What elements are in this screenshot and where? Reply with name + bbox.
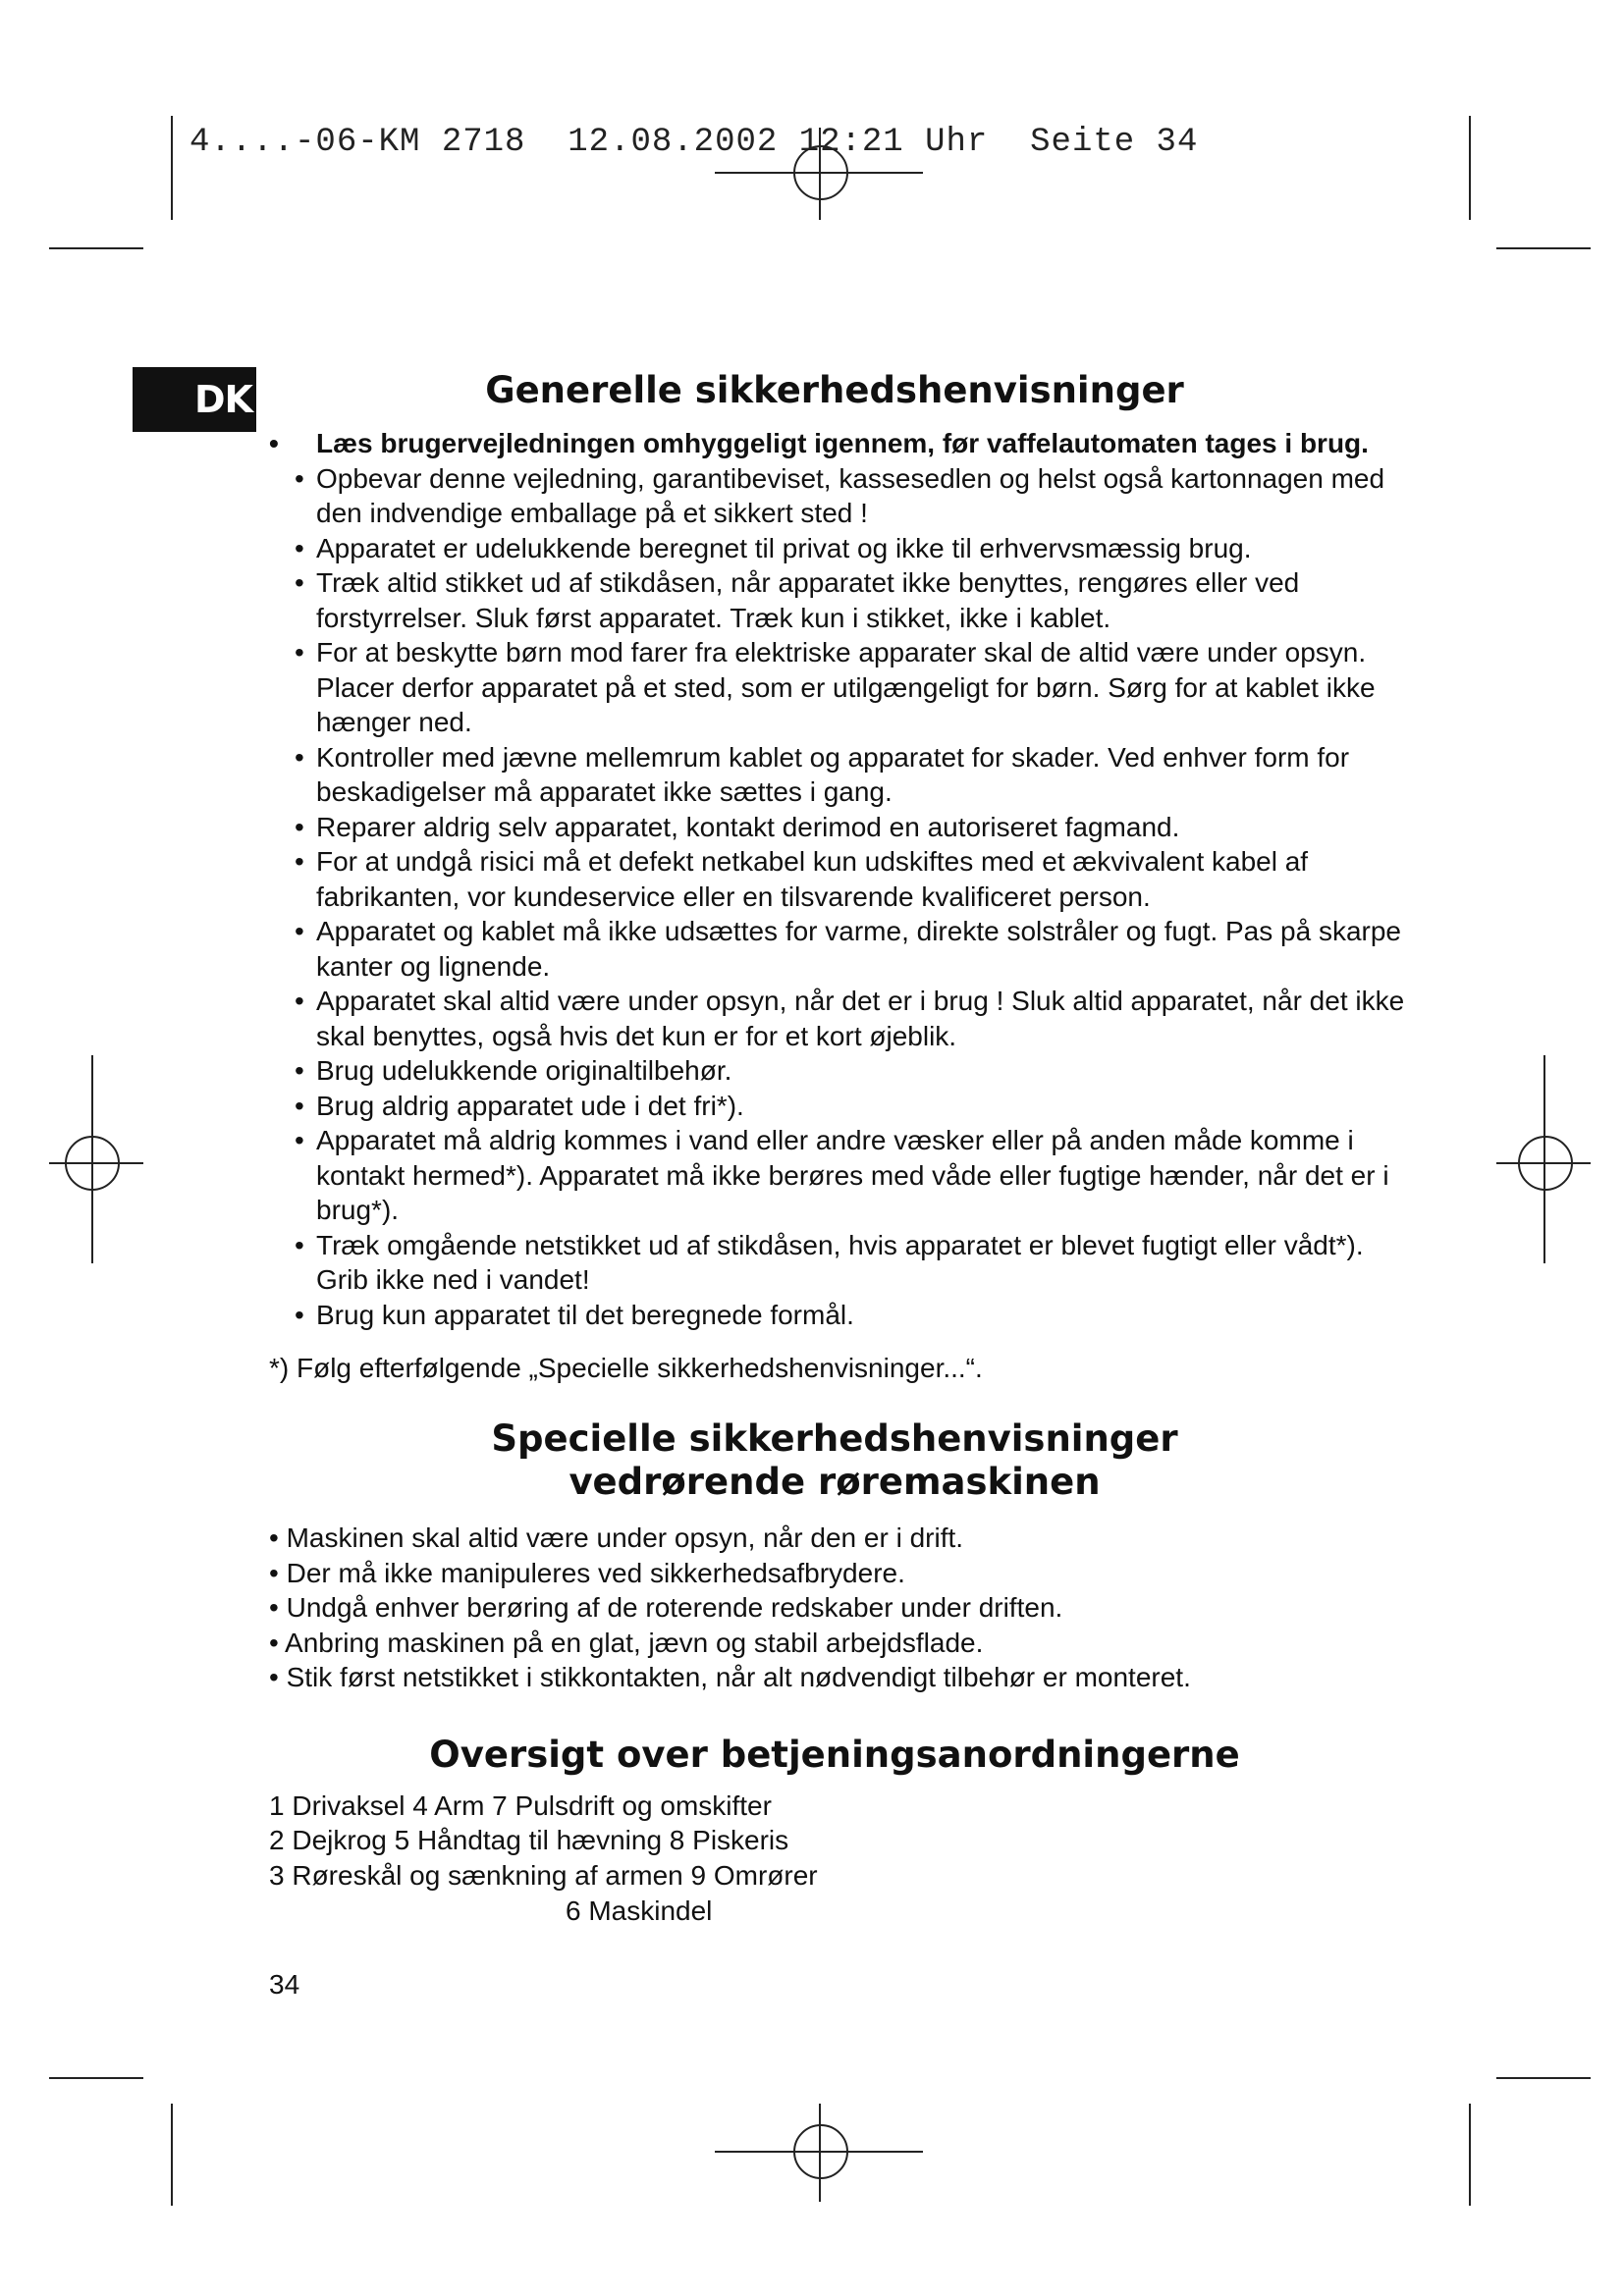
list-item: • Stik først netstikket i stikkontakten, når alt nødvendigt tilbehør er monteret. (269, 1662, 1191, 1692)
crop-mark-top-left-vertical (171, 116, 173, 220)
list-item: • Læs brugervejledningen omhyggeligt igennem, før vaffelautomaten tages i brug. (269, 428, 1369, 458)
list-item: • For at beskytte børn mod farer fra elektriske apparater skal de altid være under opsyn. Placer derfor apparatet på et sted, som er utilgængeligt for børn. Sørg for at kablet ikke hænger ned. (295, 637, 1376, 737)
footnote: *) Følg efterfølgende „Specielle sikkerhedshenvisninger...“. (269, 1353, 983, 1383)
crop-mark-bottom-left-horizontal (49, 2077, 143, 2079)
section-title-general-safety: Generelle sikkerhedshenvisninger (485, 369, 1184, 411)
list-item: • Apparatet må aldrig kommes i vand eller andre væsker eller på anden måde komme i kontakt hermed*). Apparatet må ikke berøres med våde eller fugtige hænder, når det er i brug*). (295, 1125, 1389, 1225)
section-title-line-2: vedrørende røremaskinen (568, 1461, 1101, 1503)
list-item: • Apparatet er udelukkende beregnet til privat og ikke til erhvervsmæssig brug. (295, 532, 1252, 563)
list-item: • Anbring maskinen på en glat, jævn og stabil arbejdsflade. (269, 1627, 984, 1658)
section-title-special-safety (255, 1417, 1414, 1504)
controls-line-4: 6 Maskindel (566, 1896, 713, 1926)
list-item: • Opbevar denne vejledning, garantibeviset, kassesedlen og helst også kartonnagen med den indvendige emballage på et sikkert sted ! (295, 462, 1385, 528)
crop-mark-bottom-right-horizontal (1496, 2077, 1591, 2079)
list-item: • Der må ikke manipuleres ved sikkerhedsafbrydere. (269, 1557, 905, 1588)
language-tab (133, 367, 256, 432)
crop-mark-bottom-right-vertical (1469, 2104, 1471, 2206)
list-item: • Træk altid stikket ud af stikdåsen, når apparatet ikke benyttes, rengøres eller ved forstyrrelser. Sluk først apparatet. Træk kun i stikket, ikke i kablet. (295, 567, 1300, 633)
section-title-line-1: Specielle sikkerhedshenvisninger (491, 1417, 1178, 1460)
crop-mark-top-right-horizontal (1496, 247, 1591, 249)
list-item: • For at undgå risici må et defekt netkabel kun udskiftes med et ækvivalent kabel af fabrikanten, vor kundeservice eller en tilsvarende kvalificeret person. (295, 846, 1309, 912)
list-item: • Kontroller med jævne mellemrum kablet og apparatet for skader. Ved enhver form for beskadigelser må apparatet ikke sættes i gang. (295, 741, 1350, 807)
list-item: • Træk omgående netstikket ud af stikdåsen, hvis apparatet er blevet fugtigt eller vådt*). Grib ikke ned i vandet! (295, 1229, 1364, 1295)
list-item: • Apparatet skal altid være under opsyn, når det er i brug ! Sluk altid apparatet, når det ikke skal benyttes, også hvis det kun er for et kort øjeblik. (295, 986, 1405, 1051)
crop-mark-bottom-left-vertical (171, 2104, 173, 2206)
list-item: • Undgå enhver berøring af de roterende redskaber under driften. (269, 1592, 1063, 1623)
print-header: 4....-06-KM 2718 12.08.2002 12:21 Uhr Seite 34 (189, 124, 1199, 161)
list-item: • Reparer aldrig selv apparatet, kontakt derimod en autoriseret fagmand. (295, 811, 1180, 842)
page-number: 34 (269, 1969, 300, 2000)
special-safety-list (269, 1521, 1408, 1695)
general-safety-list (269, 426, 1408, 1332)
crop-mark-top-left-horizontal (49, 247, 143, 249)
section-title-controls-overview: Oversigt over betjeningsanordningerne (429, 1734, 1240, 1776)
language-tab-label: DK (194, 378, 252, 421)
list-item: • Apparatet og kablet må ikke udsættes for varme, direkte solstråler og fugt. Pas på skarpe kanter og lignende. (295, 916, 1401, 982)
crop-mark-top-right-vertical (1469, 116, 1471, 220)
controls-line-3: 3 Røreskål og sænkning af armen 9 Omrører (269, 1860, 818, 1891)
list-item: • Brug kun apparatet til det beregnede formål. (295, 1299, 854, 1330)
controls-line-2: 2 Dejkrog 5 Håndtag til hævning 8 Piskeris (269, 1825, 789, 1855)
list-item: • Maskinen skal altid være under opsyn, når den er i drift. (269, 1522, 964, 1553)
list-item: • Brug udelukkende originaltilbehør. (295, 1055, 732, 1086)
controls-line-1: 1 Drivaksel 4 Arm 7 Pulsdrift og omskifter (269, 1790, 772, 1821)
list-item: • Brug aldrig apparatet ude i det fri*). (295, 1090, 744, 1121)
